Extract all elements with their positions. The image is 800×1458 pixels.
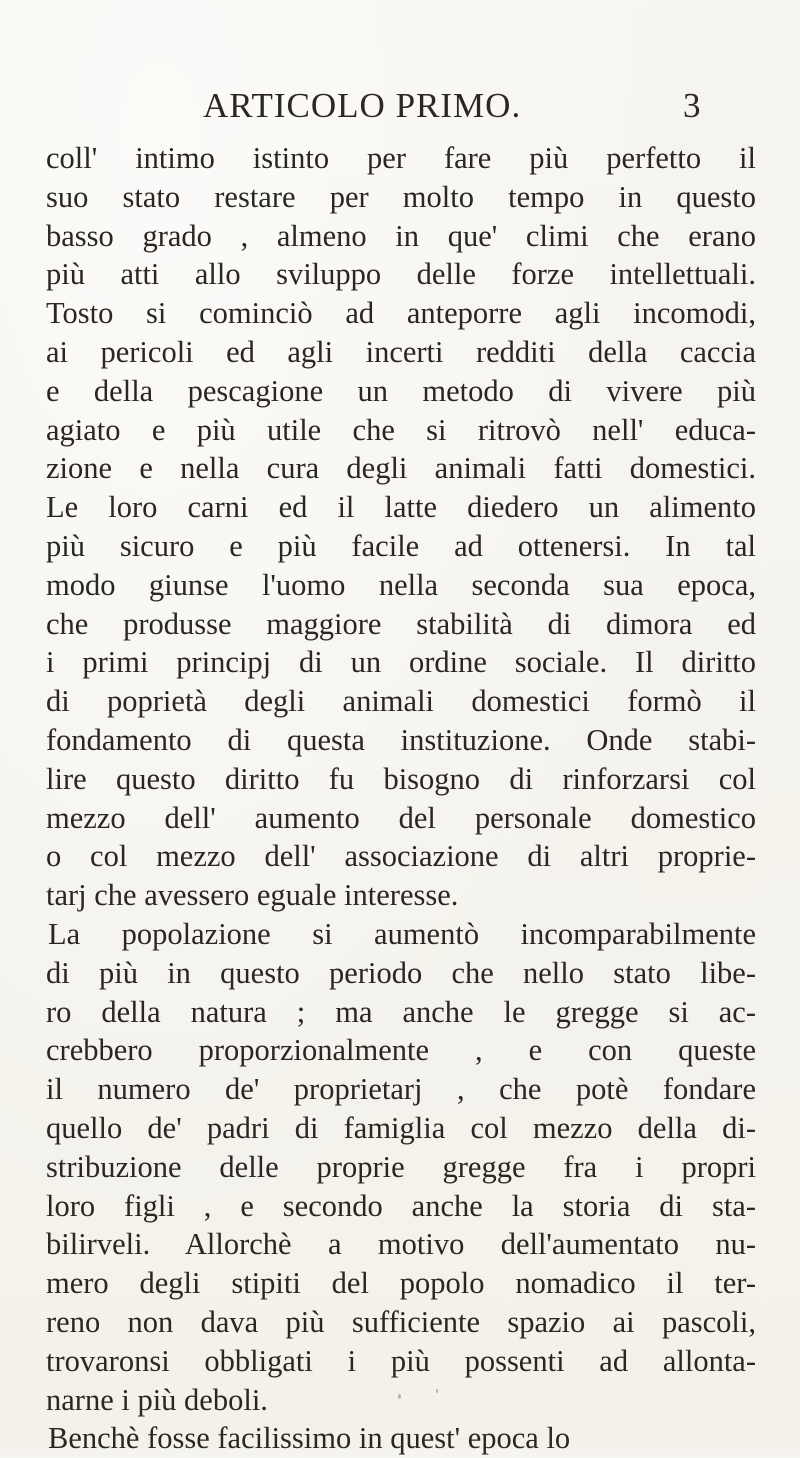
text-line: fondamento di questa instituzione. Onde stabi- — [46, 722, 756, 757]
text-line: crebbero proporzionalmente , e con queste — [46, 1033, 756, 1068]
text-line: quello de' padri di famiglia col mezzo della di- — [46, 1110, 756, 1145]
running-head: ARTICOLO PRIMO. — [203, 86, 522, 125]
text-line: zione e nella cura degli animali fatti domestici. — [46, 451, 756, 486]
text-line: più atti allo sviluppo delle forze intellettuali. — [46, 257, 756, 292]
text-line: stribuzione delle proprie gregge fra i propri — [46, 1149, 756, 1184]
text-line: lire questo diritto fu bisogno di rinforzarsi col — [46, 761, 756, 796]
text-line: ai pericoli ed agli incerti redditi della caccia — [46, 334, 756, 369]
text-line: agiato e più utile che si ritrovò nell' educa- — [46, 412, 756, 447]
text-line: i primi principj di un ordine sociale. Il diritto — [46, 645, 756, 680]
text-line: che produsse maggiore stabilità di dimora ed — [46, 606, 756, 641]
text-line: e della pescagione un metodo di vivere più — [46, 373, 756, 408]
paper-speck — [398, 1394, 401, 1399]
body-text — [46, 139, 756, 1458]
text-line: narne i più deboli. — [46, 1382, 268, 1417]
text-line: di più in questo periodo che nello stato libe- — [46, 955, 756, 990]
text-line: Tosto si cominciò ad anteporre agli incomodi, — [46, 296, 756, 331]
text-line: basso grado , almeno in que' climi che erano — [46, 218, 756, 253]
text-line: suo stato restare per molto tempo in questo — [46, 179, 756, 214]
text-line: mero degli stipiti del popolo nomadico il ter- — [46, 1266, 756, 1301]
page-header — [0, 86, 800, 130]
text-line: o col mezzo dell' associazione di altri proprie- — [46, 839, 756, 874]
text-line: Le loro carni ed il latte diedero un alimento — [46, 490, 756, 525]
text-line: tarj che avessero eguale interesse. — [46, 878, 459, 913]
text-line: bilirveli. Allorchè a motivo dell'aumentato nu- — [46, 1227, 756, 1262]
text-line: modo giunse l'uomo nella seconda sua epoca, — [46, 567, 756, 602]
paper-speck — [436, 1389, 438, 1393]
text-line: coll' intimo istinto per fare più perfetto il — [46, 141, 756, 175]
paragraph-start-line: Benchè fosse facilissimo in quest' epoca lo — [48, 1421, 571, 1456]
text-line: mezzo dell' aumento del personale domestico — [46, 800, 756, 835]
text-line: ro della natura ; ma anche le gregge si ac- — [46, 994, 756, 1029]
text-line: più sicuro e più facile ad ottenersi. In tal — [46, 528, 756, 563]
text-line: di poprietà degli animali domestici formò il — [46, 684, 756, 719]
text-line: trovaronsi obbligati i più possenti ad allonta- — [46, 1343, 756, 1378]
text-line: il numero de' proprietarj , che potè fondare — [46, 1072, 756, 1107]
text-line: reno non dava più sufficiente spazio ai pascoli, — [46, 1304, 756, 1339]
text-line: loro figli , e secondo anche la storia di sta- — [46, 1188, 756, 1223]
paragraph-start-line: La popolazione si aumentò incomparabilmente — [48, 916, 756, 951]
page-number: 3 — [683, 86, 701, 125]
